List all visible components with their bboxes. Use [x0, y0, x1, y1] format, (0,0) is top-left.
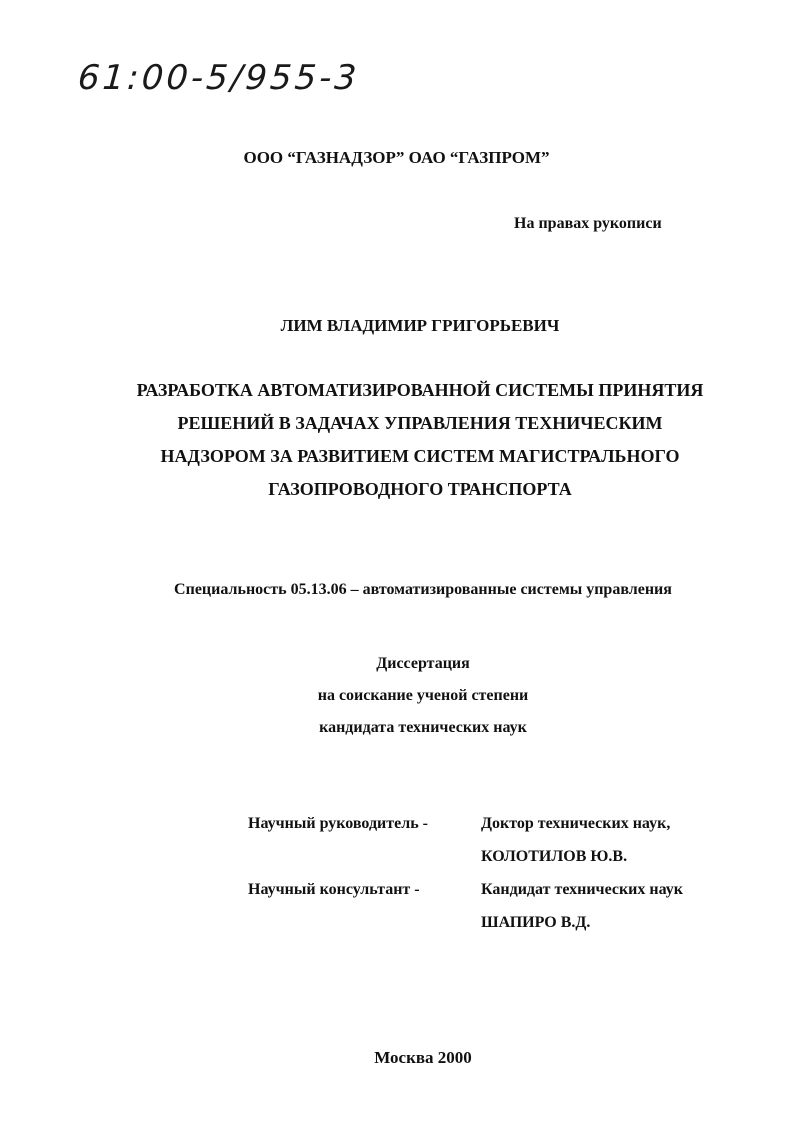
consultant-name: ШАПИРО В.Д. — [481, 914, 591, 931]
specialty-line: Специальность 05.13.06 – автоматизированные системы управления — [174, 581, 672, 598]
degree-purpose: на соискание ученой степени — [317, 687, 529, 704]
dissertation-label: Диссертация — [376, 655, 470, 672]
supervisor-degree: Доктор технических наук, — [481, 815, 671, 832]
manuscript-rights-note: На правах рукописи — [514, 215, 662, 232]
supervisor-label: Научный руководитель - — [248, 815, 428, 832]
consultant-degree: Кандидат технических наук — [481, 881, 684, 898]
title-line: РАЗРАБОТКА АВТОМАТИЗИРОВАННОЙ СИСТЕМЫ ПРИНЯТИЯ — [136, 380, 704, 400]
city-year: Москва 2000 — [374, 1048, 472, 1067]
consultant-label: Научный консультант - — [248, 881, 420, 898]
degree-name: кандидата технических наук — [319, 719, 527, 736]
handwritten-archive-number: 61:00-5/955-3 — [76, 58, 361, 98]
title-line: РЕШЕНИЙ В ЗАДАЧАХ УПРАВЛЕНИЯ ТЕХНИЧЕСКИМ — [177, 413, 663, 433]
title-line: ГАЗОПРОВОДНОГО ТРАНСПОРТА — [268, 479, 572, 499]
author-name: ЛИМ ВЛАДИМИР ГРИГОРЬЕВИЧ — [280, 316, 560, 335]
supervisor-name: КОЛОТИЛОВ Ю.В. — [481, 848, 628, 865]
dissertation-block — [0, 648, 793, 744]
dissertation-title — [100, 374, 740, 506]
organization-header: ООО “ГАЗНАДЗОР” ОАО “ГАЗПРОМ” — [243, 148, 550, 167]
title-line: НАДЗОРОМ ЗА РАЗВИТИЕМ СИСТЕМ МАГИСТРАЛЬНОГО — [160, 446, 680, 466]
